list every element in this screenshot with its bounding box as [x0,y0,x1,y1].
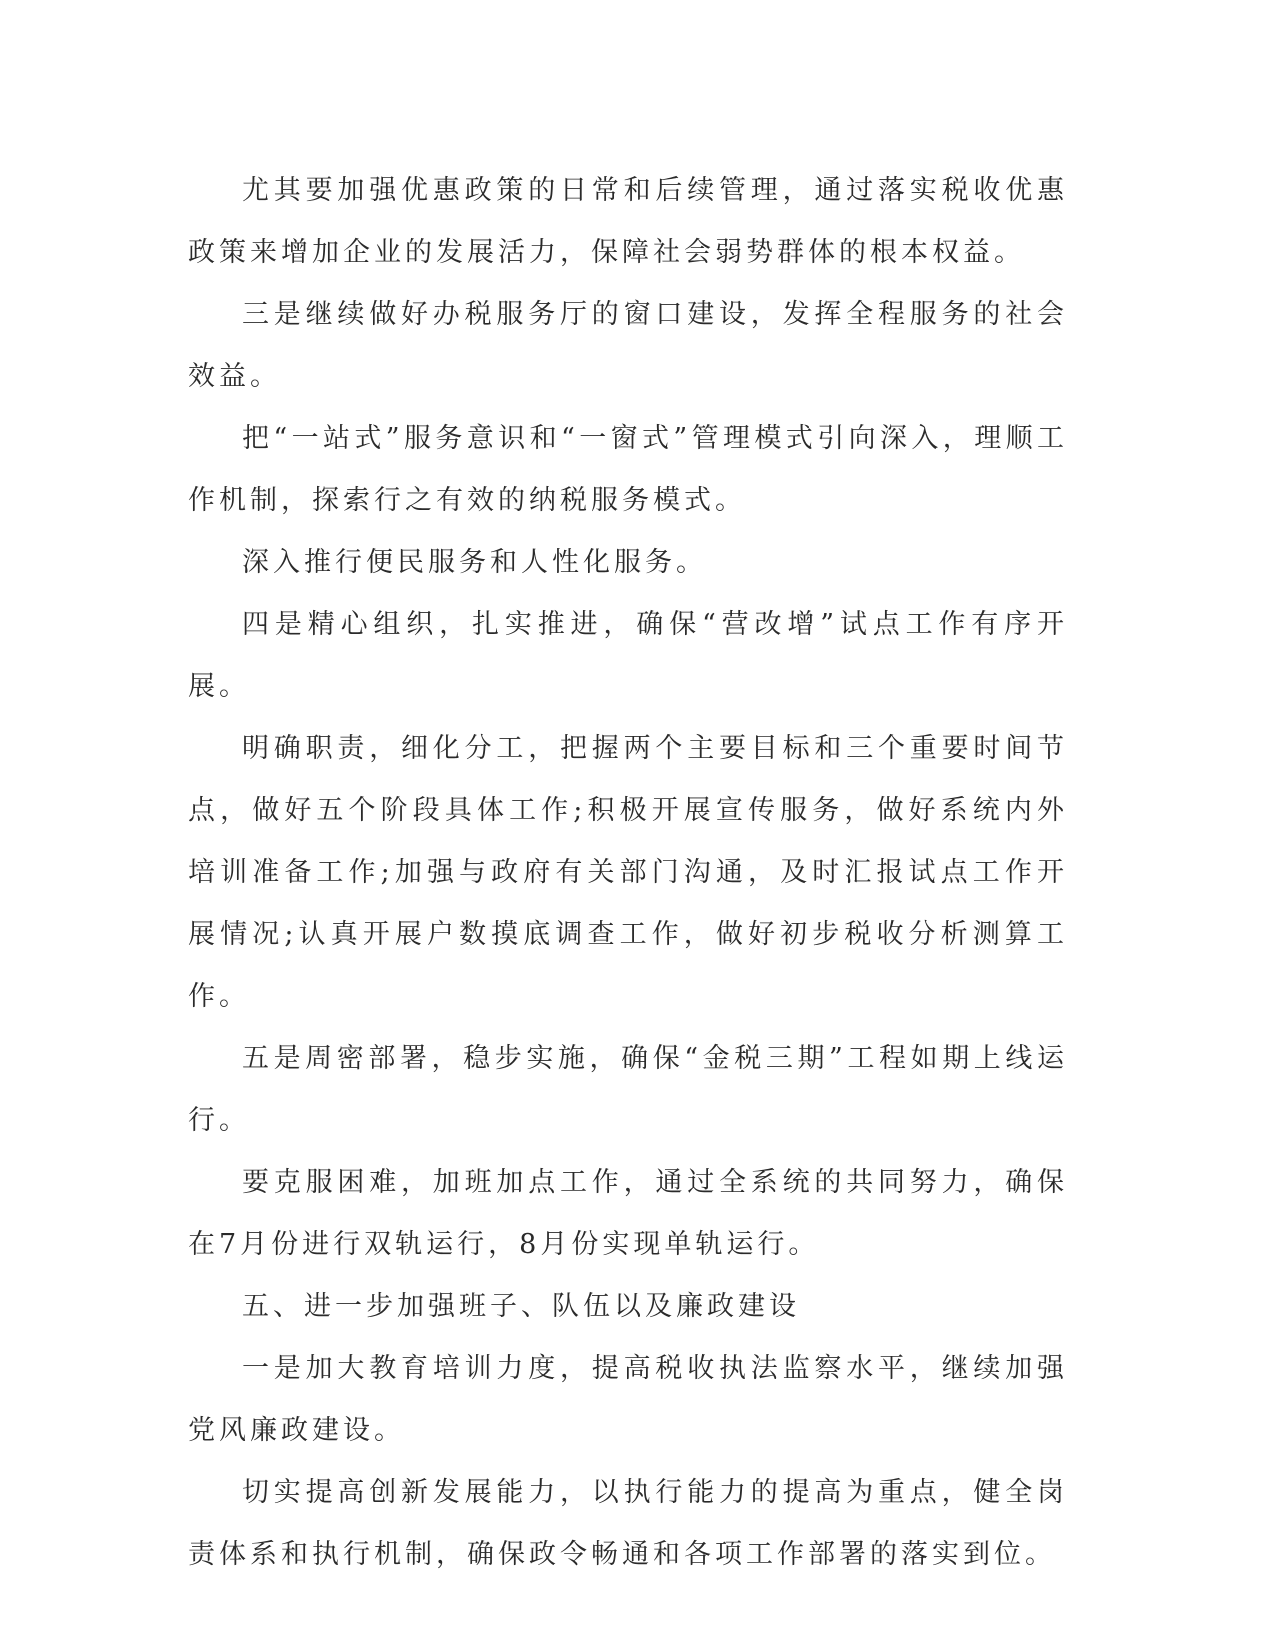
paragraph-3: 把“一站式”服务意识和“一窗式”管理模式引向深入，理顺工作机制，探索行之有效的纳税服务模式。 [188,423,1068,516]
paragraph-10: 切实提高创新发展能力，以执行能力的提高为重点，健全岗责体系和执行机制，确保政令畅通和各项工作部署的落实到位。 [188,1477,1068,1570]
paragraph-4: 深入推行便民服务和人性化服务。 [242,547,707,578]
section-heading: 五、进一步加强班子、队伍以及廉政建设 [242,1291,800,1322]
paragraph-8: 要克服困难，加班加点工作，通过全系统的共同努力，确保在7月份进行双轨运行，8月份实现单轨运行。 [188,1167,1068,1260]
paragraph-7: 五是周密部署，稳步实施，确保“金税三期”工程如期上线运行。 [188,1043,1068,1136]
paragraph-1: 尤其要加强优惠政策的日常和后续管理，通过落实税收优惠政策来增加企业的发展活力，保障社会弱势群体的根本权益。 [188,175,1068,268]
document-body [188,160,1068,1586]
paragraph-6: 明确职责，细化分工，把握两个主要目标和三个重要时间节点，做好五个阶段具体工作;积极开展宣传服务，做好系统内外培训准备工作;加强与政府有关部门沟通，及时汇报试点工作开展情况;认真开展户数摸底调查工作，做好初步税收分析测算工作。 [188,733,1068,1012]
paragraph-5: 四是精心组织，扎实推进，确保“营改增”试点工作有序开展。 [188,609,1068,702]
paragraph-9: 一是加大教育培训力度，提高税收执法监察水平，继续加强党风廉政建设。 [188,1353,1068,1446]
paragraph-2: 三是继续做好办税服务厅的窗口建设，发挥全程服务的社会效益。 [188,299,1068,392]
